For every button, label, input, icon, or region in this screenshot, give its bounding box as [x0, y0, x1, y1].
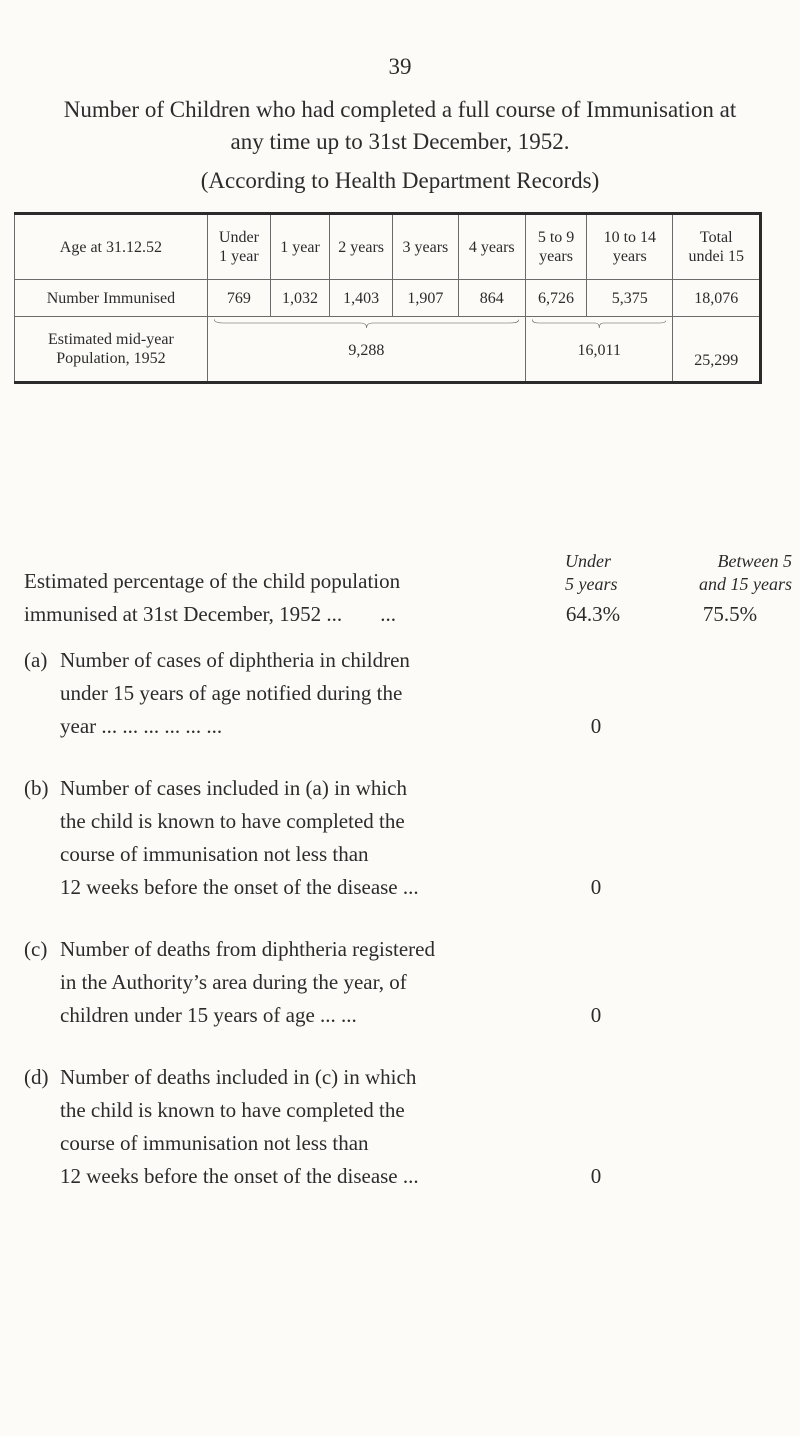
column-header-between-line1: Between 5 — [717, 551, 792, 571]
title-line-1: Number of Children who had completed a full course of Immunisation at — [63, 97, 737, 122]
item-d-line3: course of immunisation not less than — [60, 1131, 369, 1155]
item-c-marker: (c) — [24, 937, 48, 961]
immunised-5-to-9: 6,726 — [525, 280, 586, 317]
item-d-marker: (d) — [24, 1065, 49, 1089]
population-label-line2: Population, 1952 — [56, 350, 166, 367]
item-a-value: 0 — [590, 714, 602, 738]
percentage-label-line1: Estimated percentage of the child population — [24, 569, 401, 593]
brace-5-to-14 — [532, 319, 667, 329]
percentage-label-line2 — [24, 598, 400, 631]
immunised-2-years: 1,403 — [330, 280, 393, 317]
percentage-under-5: 64.3% — [565, 602, 621, 626]
header-under-1 — [207, 214, 270, 280]
column-header-between-line2: and 15 years — [699, 574, 792, 594]
header-under-1-line1: Under — [218, 229, 259, 246]
item-d-value: 0 — [590, 1164, 602, 1188]
immunised-10-to-14: 5,375 — [587, 280, 673, 317]
population-under-5 — [207, 317, 525, 383]
population-total: 25,299 — [673, 317, 761, 383]
immunised-row — [15, 280, 761, 317]
item-c-line2: in the Authority’s area during the year, of — [60, 970, 407, 994]
item-c-line1: Number of deaths from diphtheria registered — [60, 937, 435, 961]
immunised-label: Number Immunised — [15, 280, 208, 317]
page-number: 39 — [388, 54, 412, 79]
item-d-line2: the child is known to have completed the — [60, 1098, 405, 1122]
item-b-line2: the child is known to have completed the — [60, 809, 405, 833]
population-label — [15, 317, 208, 383]
header-row — [15, 214, 761, 280]
population-5-to-14-value: 16,011 — [577, 342, 621, 359]
title-line-2: any time up to 31st December, 1952. — [230, 129, 570, 154]
item-b-marker: (b) — [24, 776, 49, 800]
population-label-line1: Estimated mid-year — [48, 331, 174, 348]
header-10-to-14-line1: 10 to 14 — [603, 229, 657, 246]
item-b — [24, 772, 419, 904]
title-line-3: (According to Health Department Records) — [200, 168, 600, 193]
immunised-under-1: 769 — [207, 280, 270, 317]
item-a-line2: under 15 years of age notified during the — [60, 681, 403, 705]
header-5-to-9-line2: years — [539, 248, 573, 265]
immunised-3-years: 1,907 — [393, 280, 458, 317]
population-under-5-value: 9,288 — [348, 342, 385, 359]
header-3-years: 3 years — [393, 214, 458, 280]
header-10-to-14-line2: years — [612, 248, 647, 265]
item-c — [24, 933, 435, 1032]
header-4-years: 4 years — [458, 214, 525, 280]
immunised-total: 18,076 — [673, 280, 761, 317]
immunised-1-year: 1,032 — [271, 280, 330, 317]
item-a-marker: (a) — [24, 648, 48, 672]
item-d-line4: 12 weeks before the onset of the disease ... — [60, 1164, 419, 1188]
item-c-value: 0 — [590, 1003, 602, 1027]
header-total-line2: undei 15 — [688, 248, 745, 265]
header-under-1-line2: 1 year — [219, 248, 259, 265]
item-b-line4: 12 weeks before the onset of the disease ... — [60, 875, 419, 899]
immunisation-table — [14, 212, 762, 384]
header-total-line1: Total — [699, 229, 733, 246]
brace-under-5 — [214, 319, 519, 329]
item-b-value: 0 — [590, 875, 602, 899]
item-a-line3: year ... ... ... ... ... ... — [60, 714, 223, 738]
immunised-4-years: 864 — [458, 280, 525, 317]
header-5-to-9 — [525, 214, 586, 280]
item-b-line1: Number of cases included in (a) in which — [60, 776, 407, 800]
item-d — [24, 1061, 419, 1193]
item-c-line3: children under 15 years of age ... ... — [60, 1003, 357, 1027]
column-header-between — [682, 550, 792, 596]
item-a-line1: Number of cases of diphtheria in children — [60, 648, 410, 672]
column-header-under-5-line2: 5 years — [565, 574, 618, 594]
percentage-label-text: immunised at 31st December, 1952 ... — [24, 602, 343, 626]
header-age: Age at 31.12.52 — [15, 214, 208, 280]
column-header-under-5-line1: Under — [565, 551, 611, 571]
population-row — [15, 317, 761, 383]
percentage-dots: ... — [380, 602, 396, 626]
header-total — [673, 214, 761, 280]
header-10-to-14 — [587, 214, 673, 280]
column-header-under-5 — [565, 550, 618, 596]
percentage-between: 75.5% — [702, 602, 758, 626]
header-2-years: 2 years — [330, 214, 393, 280]
population-5-to-14 — [525, 317, 673, 383]
header-1-year: 1 year — [271, 214, 330, 280]
header-5-to-9-line1: 5 to 9 — [537, 229, 575, 246]
item-a — [24, 644, 410, 743]
item-b-line3: course of immunisation not less than — [60, 842, 369, 866]
item-d-line1: Number of deaths included in (c) in which — [60, 1065, 417, 1089]
percentage-label — [24, 565, 400, 631]
